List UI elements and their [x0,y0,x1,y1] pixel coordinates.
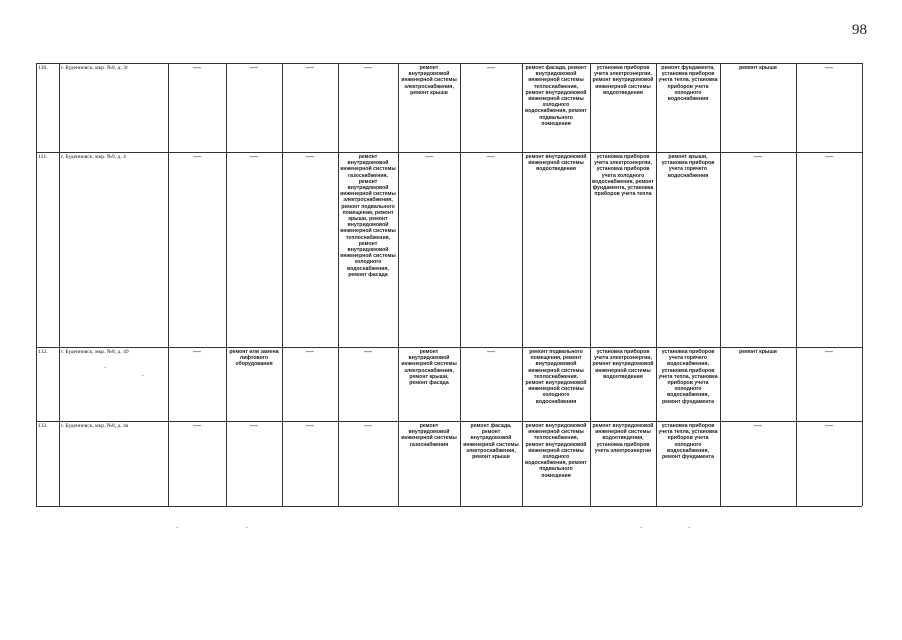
empty-cell-dash: — [306,152,314,161]
table-cell: ремонт фундамента, установка приборов учета тепла, установка приборов учета холодного водоснабжения [658,65,718,103]
table-column-border [656,63,657,506]
table-column-border [282,63,283,506]
empty-cell-dash: — [487,152,495,161]
table-cell: ремонт фасада, ремонт внутридомовой инженерной системы теплоснабжения, ремонт внутридомовой инженерной системы холодного водоснабжения, ремонт подвального помещения [525,65,587,127]
table-column-border [522,63,523,506]
empty-cell-dash: — [754,421,762,430]
empty-cell-dash: — [364,347,372,356]
table-cell: установка приборов учета горячего водоснабжения, установка приборов учета тепла, установка приборов учета холодного водоснабжения, ремонт фундамента [658,349,718,405]
empty-cell-dash: — [364,63,372,72]
empty-cell-dash: — [825,152,833,161]
empty-cell-dash: — [306,421,314,430]
table-cell: ремонт или замена лифтового оборудования [229,349,279,368]
empty-cell-dash: — [364,421,372,430]
table-column-border [796,63,797,506]
table-cell: ремонт внутридомовой инженерной системы газоснабжения [401,423,457,448]
table-column-border [36,63,37,506]
row-number: 130. [38,65,48,71]
table-cell: ремонт внутридомовой инженерной системы водоотведения [525,154,587,173]
row-number: 132. [38,349,48,355]
empty-cell-dash: — [487,63,495,72]
scan-speck [104,367,106,368]
row-address: г. Буденновск, мкр. №9, д. 4 [61,154,126,160]
table-column-border [168,63,169,506]
empty-cell-dash: — [487,347,495,356]
table-cell: ремонт внутридомовой инженерной системы газоснабжения, ремонт внутридомовой инженерной системы электроснабжения, ремонт подвального помещения, ремонт крыши, ремонт внутридомовой инженерной системы теплоснабжения, ремонт внутридомовой инженерной системы холодного водоснабжения, ремонт фасада [340,154,396,278]
empty-cell-dash: — [825,63,833,72]
table-cell: установка приборов учета электроэнергии, ремонт внутридомовой инженерной системы водоотведения [592,65,654,96]
row-number: 131. [38,154,48,160]
table-row-border [36,506,862,507]
table-column-border [398,63,399,506]
empty-cell-dash: — [425,152,433,161]
table-column-border [460,63,461,506]
table-cell: установка приборов учета электроэнергии, ремонт внутридомовой инженерной системы водоотведения [592,349,654,380]
table-column-border [590,63,591,506]
table-cell: установка приборов учета электроэнергии, установка приборов учета холодного водоснабжения, ремонт фундамента, установка приборов учета тепла [592,154,654,198]
row-address: г. Буденновск, мкр. №8, д. 4а [61,423,129,429]
table-column-border [338,63,339,506]
scan-speck [176,527,178,528]
scan-speck [640,527,642,528]
row-address: г. Буденновск, мкр. №8, д. 49 [61,349,129,355]
table-cell: ремонт фасада, ремонт внутридомовой инженерной системы электроснабжения, ремонт крыши [463,423,519,461]
table-cell: установка приборов учета тепла, установка приборов учета холодного водоснабжения, ремонт фундамента [658,423,718,461]
table-cell: ремонт внутридомовой инженерной системы электроснабжения, ремонт крыши [401,65,457,96]
empty-cell-dash: — [825,347,833,356]
scan-speck [142,375,144,376]
table-column-border [226,63,227,506]
table-column-border [59,63,60,506]
empty-cell-dash: — [306,63,314,72]
table-cell: ремонт внутридомовой инженерной системы электроснабжения, ремонт крыши, ремонт фасада [401,349,457,387]
table-cell: ремонт крыши [739,349,777,355]
empty-cell-dash: — [193,421,201,430]
table-row-border [36,63,862,64]
empty-cell-dash: — [193,63,201,72]
empty-cell-dash: — [754,152,762,161]
page-number: 98 [852,22,867,38]
row-address: г. Буденновск, мкр. №8, д. 3г [61,65,129,71]
scan-speck [246,527,248,528]
scan-speck [688,527,690,528]
empty-cell-dash: — [825,421,833,430]
empty-cell-dash: — [250,63,258,72]
empty-cell-dash: — [306,347,314,356]
table-cell: ремонт крыши [739,65,777,71]
table-column-border [862,63,863,506]
table-cell: ремонт крыши, установка приборов учета горячего водоснабжения [661,154,715,179]
empty-cell-dash: — [250,152,258,161]
table-cell: ремонт внутридомовой инженерной системы водоотведения, установка приборов учета электроэнергии [592,423,654,454]
empty-cell-dash: — [193,152,201,161]
table-cell: ремонт внутридомовой инженерной системы теплоснабжения, ремонт внутридомовой инженерной системы холодного водоснабжения, ремонт подвального помещения [525,423,587,479]
empty-cell-dash: — [250,421,258,430]
row-number: 133. [38,423,48,429]
empty-cell-dash: — [193,347,201,356]
table-column-border [720,63,721,506]
table-cell: ремонт подвального помещения, ремонт внутридомовой инженерной системы теплоснабжения, ремонт внутридомовой инженерной системы холодного водоснабжения [525,349,587,405]
table-row-border [36,347,862,348]
